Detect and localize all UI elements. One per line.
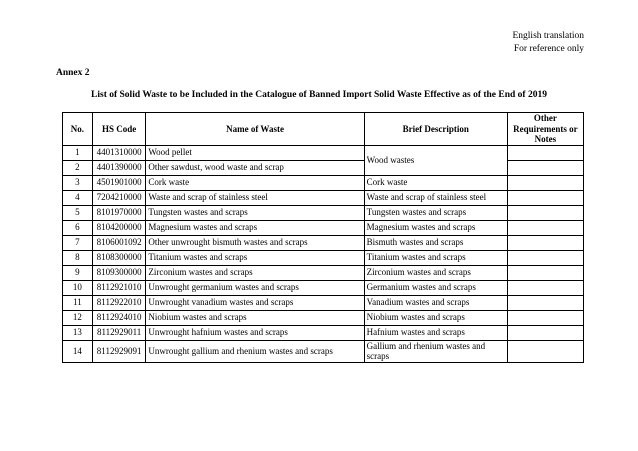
- translation-note-line2: For reference only: [513, 43, 584, 54]
- cell-no: 6: [63, 220, 93, 235]
- header-name-of-waste: Name of Waste: [146, 113, 364, 146]
- cell-no: 9: [63, 265, 93, 280]
- table-row: [63, 340, 584, 362]
- cell-hs-code: 8108300000: [92, 250, 146, 265]
- cell-description: Zirconium wastes and scraps: [364, 265, 507, 280]
- cell-no: 12: [63, 310, 93, 325]
- table-row: [63, 295, 584, 310]
- cell-name: Waste and scrap of stainless steel: [146, 190, 364, 205]
- annex-label: Annex 2: [56, 68, 90, 78]
- cell-description: Cork waste: [364, 175, 507, 190]
- table-row: [63, 310, 584, 325]
- cell-no: 13: [63, 325, 93, 340]
- cell-description: Hafnium wastes and scraps: [364, 325, 507, 340]
- cell-name: Unwrought gallium and rhenium wastes and scraps: [146, 340, 364, 362]
- table-row: [63, 250, 584, 265]
- cell-description: Vanadium wastes and scraps: [364, 295, 507, 310]
- cell-name: Unwrought vanadium wastes and scraps: [146, 295, 364, 310]
- cell-description: Tungsten wastes and scraps: [364, 205, 507, 220]
- translation-note-line1: English translation: [512, 31, 584, 41]
- cell-other: [507, 340, 583, 362]
- cell-hs-code: 4401310000: [92, 145, 146, 160]
- table-header-row: [63, 113, 584, 146]
- cell-name: Wood pellet: [146, 145, 364, 160]
- cell-name: Unwrought germanium wastes and scraps: [146, 280, 364, 295]
- cell-description: Gallium and rhenium wastes and scraps: [364, 340, 507, 362]
- cell-name: Unwrought hafnium wastes and scraps: [146, 325, 364, 340]
- cell-name: Other sawdust, wood waste and scrap: [146, 160, 364, 175]
- cell-other: [507, 265, 583, 280]
- cell-name: Titanium wastes and scraps: [146, 250, 364, 265]
- cell-other: [507, 175, 583, 190]
- cell-other: [507, 160, 583, 175]
- cell-other: [507, 310, 583, 325]
- cell-description: Waste and scrap of stainless steel: [364, 190, 507, 205]
- cell-description: Magnesium wastes and scraps: [364, 220, 507, 235]
- cell-hs-code: 8112924010: [92, 310, 146, 325]
- cell-other: [507, 220, 583, 235]
- table-row: [63, 175, 584, 190]
- table-row: [63, 145, 584, 160]
- cell-no: 10: [63, 280, 93, 295]
- cell-other: [507, 295, 583, 310]
- cell-hs-code: 8112929011: [92, 325, 146, 340]
- cell-no: 2: [63, 160, 93, 175]
- cell-no: 4: [63, 190, 93, 205]
- header-no: No.: [63, 113, 93, 146]
- cell-other: [507, 235, 583, 250]
- document-title: List of Solid Waste to be Included in the Catalogue of Banned Import Solid Waste Effective as of the End of 2019: [91, 90, 547, 100]
- cell-hs-code: 8109300000: [92, 265, 146, 280]
- cell-no: 11: [63, 295, 93, 310]
- cell-no: 5: [63, 205, 93, 220]
- cell-name: Cork waste: [146, 175, 364, 190]
- cell-other: [507, 190, 583, 205]
- table-row: [63, 190, 584, 205]
- cell-description: Germanium wastes and scraps: [364, 280, 507, 295]
- waste-table: [62, 112, 584, 363]
- cell-other: [507, 250, 583, 265]
- header-hs-code: HS Code: [92, 113, 146, 146]
- cell-other: [507, 145, 583, 160]
- table-row: [63, 205, 584, 220]
- cell-no: 8: [63, 250, 93, 265]
- cell-no: 7: [63, 235, 93, 250]
- cell-name: Magnesium wastes and scraps: [146, 220, 364, 235]
- cell-name: Tungsten wastes and scraps: [146, 205, 364, 220]
- cell-no: 3: [63, 175, 93, 190]
- cell-hs-code: 8101970000: [92, 205, 146, 220]
- table-row: [63, 265, 584, 280]
- translation-note: [512, 30, 584, 55]
- cell-name: Other unwrought bismuth wastes and scraps: [146, 235, 364, 250]
- table-row: [63, 280, 584, 295]
- cell-no: 14: [63, 340, 93, 362]
- table-row: [63, 220, 584, 235]
- cell-no: 1: [63, 145, 93, 160]
- cell-description: Niobium wastes and scraps: [364, 310, 507, 325]
- cell-description: Titanium wastes and scraps: [364, 250, 507, 265]
- cell-hs-code: 4501901000: [92, 175, 146, 190]
- cell-hs-code: 8104200000: [92, 220, 146, 235]
- cell-hs-code: 8112929091: [92, 340, 146, 362]
- cell-other: [507, 325, 583, 340]
- table-row: [63, 235, 584, 250]
- cell-other: [507, 205, 583, 220]
- cell-other: [507, 280, 583, 295]
- header-brief-description: Brief Description: [364, 113, 507, 146]
- cell-hs-code: 7204210000: [92, 190, 146, 205]
- cell-hs-code: 8112922010: [92, 295, 146, 310]
- cell-name: Zirconium wastes and scraps: [146, 265, 364, 280]
- cell-description: Bismuth wastes and scraps: [364, 235, 507, 250]
- cell-description: Wood wastes: [364, 145, 507, 175]
- cell-hs-code: 8106001092: [92, 235, 146, 250]
- header-other-requirements: Other Requirements or Notes: [507, 113, 583, 146]
- cell-name: Niobium wastes and scraps: [146, 310, 364, 325]
- table-row: [63, 325, 584, 340]
- cell-hs-code: 8112921010: [92, 280, 146, 295]
- cell-hs-code: 4401390000: [92, 160, 146, 175]
